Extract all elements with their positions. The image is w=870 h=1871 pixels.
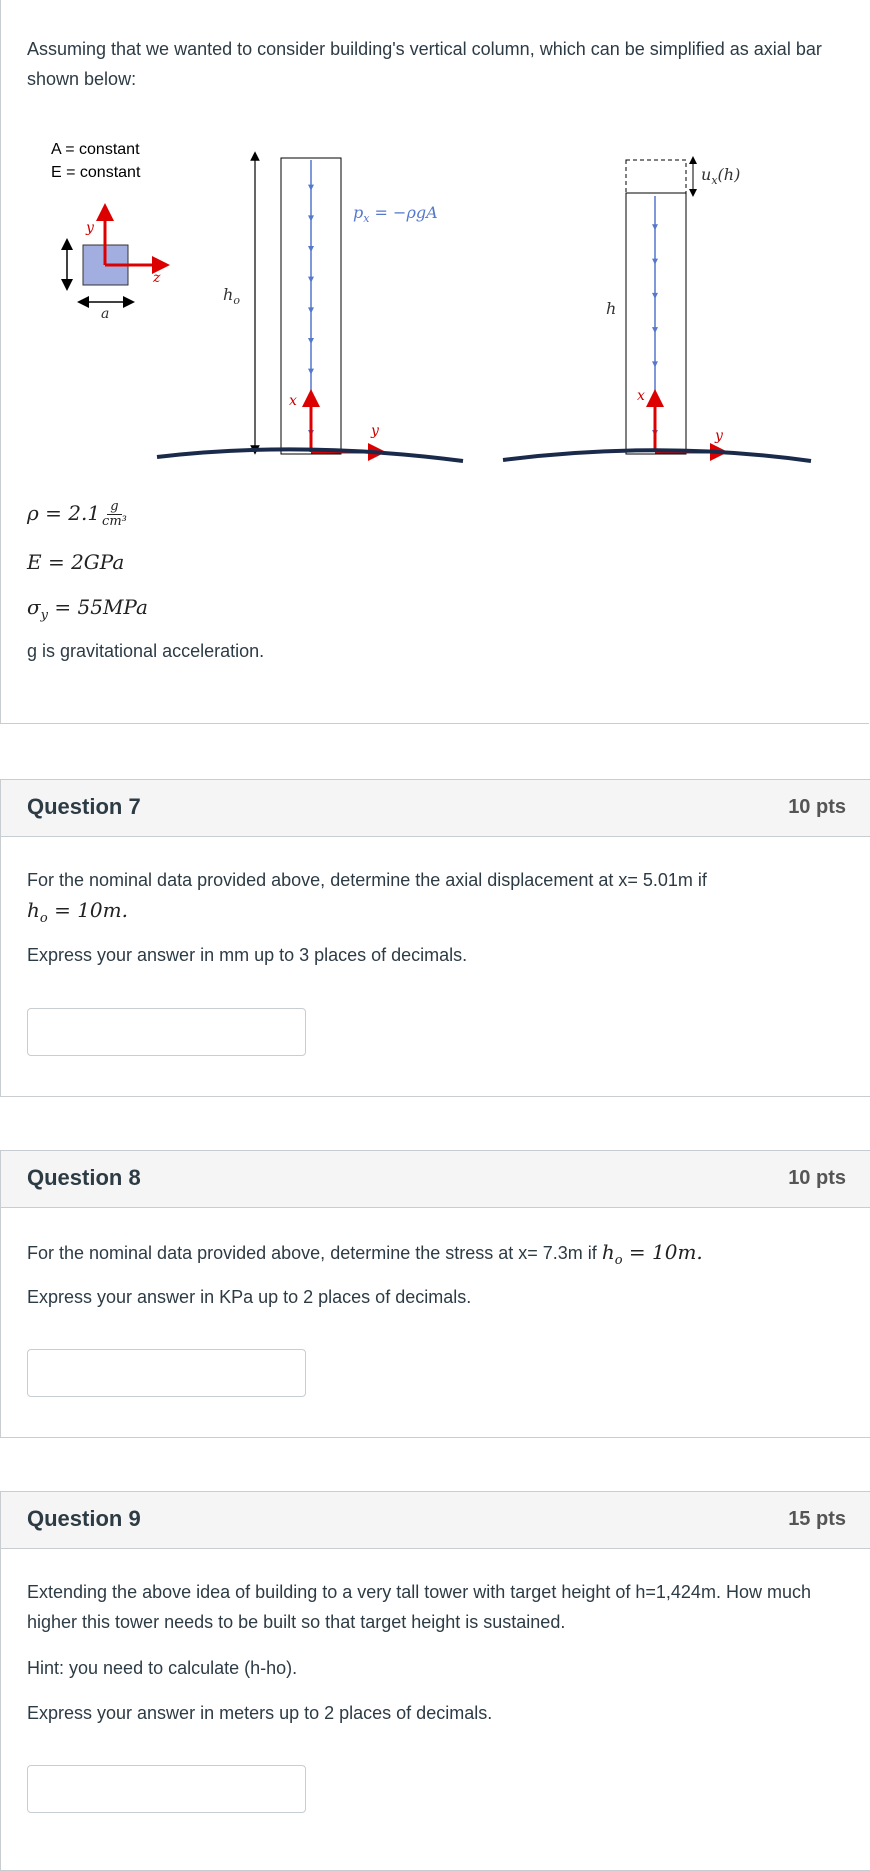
question-9-answer-input[interactable] [27, 1765, 306, 1813]
question-8-points: 10 pts [788, 1167, 846, 1189]
question-7-math: $h_o = 10m$. [27, 898, 128, 926]
ground-deformed [503, 450, 811, 461]
question-8-math: $h_o = 10m$. [601, 1240, 703, 1268]
column-original-outline [626, 160, 686, 193]
section-y-label: y [86, 220, 94, 236]
question-9-text: Extending the above idea of building to a very tall tower with target height of h=1,424m. How much higher this tower needs to be built so that target height is sustained. [27, 1582, 811, 1632]
modulus-label: E = constant [51, 164, 141, 181]
question-9-instruction: Express your answer in meters up to 2 places of decimals. [27, 1703, 493, 1723]
question-7-title: Question 7 [27, 794, 141, 819]
ground-initial [157, 449, 463, 461]
question-9-points: 15 pts [788, 1508, 846, 1530]
question-8-header [1, 1151, 870, 1208]
width-label: a [101, 306, 110, 322]
question-7-header [1, 780, 870, 837]
density-formula [27, 500, 127, 529]
density-den: cm³ [102, 514, 127, 529]
ho-label: $h_o$ [223, 285, 240, 307]
area-label: A = constant [51, 141, 140, 158]
axis-x-label-deformed: x [637, 388, 645, 404]
question-7-points: 10 pts [788, 796, 846, 818]
displacement-label: $u_x(h)$ [701, 165, 741, 187]
yield-sub: y [40, 608, 49, 623]
question-8-answer-input[interactable] [27, 1349, 306, 1397]
load-label: $p_x = -\rho gA$ [353, 203, 438, 225]
question-7-prompt: For the nominal data provided above, determine the axial displacement at x= 5.01m if [27, 870, 707, 890]
section-z-label: z [153, 270, 161, 286]
question-9-title: Question 9 [27, 1506, 141, 1531]
modulus-formula: E = 2GPa [27, 550, 125, 574]
question-8-instruction: Express your answer in KPa up to 2 places of decimals. [27, 1287, 472, 1307]
question-7-text [27, 865, 847, 934]
gravity-note: g is gravitational acceleration. [27, 641, 265, 661]
problem-statement [0, 0, 869, 724]
density-num: g [107, 500, 121, 515]
column-initial [157, 156, 463, 461]
question-8-title: Question 8 [27, 1165, 141, 1190]
yield-formula [27, 595, 148, 623]
axis-y-label-initial: y [371, 423, 379, 439]
column-deformed [503, 160, 811, 461]
question-7 [0, 779, 870, 1097]
axis-y-label-deformed: y [715, 428, 723, 444]
question-9 [0, 1491, 870, 1871]
question-8 [0, 1150, 870, 1438]
intro-text: Assuming that we wanted to consider building's vertical column, which can be simplified as axial bar shown below: [27, 39, 822, 89]
cross-section [67, 212, 161, 322]
yield-lhs: σ [27, 595, 41, 619]
question-9-header [1, 1492, 870, 1549]
column-diagram [1, 120, 870, 470]
question-9-hint: Hint: you need to calculate (h-ho). [27, 1658, 298, 1678]
density-lhs: ρ = 2.1 [27, 501, 101, 525]
question-8-text [27, 1237, 847, 1276]
question-7-instruction: Express your answer in mm up to 3 places of decimals. [27, 945, 468, 965]
question-8-prompt: For the nominal data provided above, determine the stress at x= 7.3m if [27, 1243, 602, 1263]
yield-rhs: = 55MPa [48, 595, 148, 619]
h-label: h [606, 299, 617, 318]
axis-x-label-initial: x [289, 393, 297, 409]
question-7-answer-input[interactable] [27, 1008, 306, 1056]
